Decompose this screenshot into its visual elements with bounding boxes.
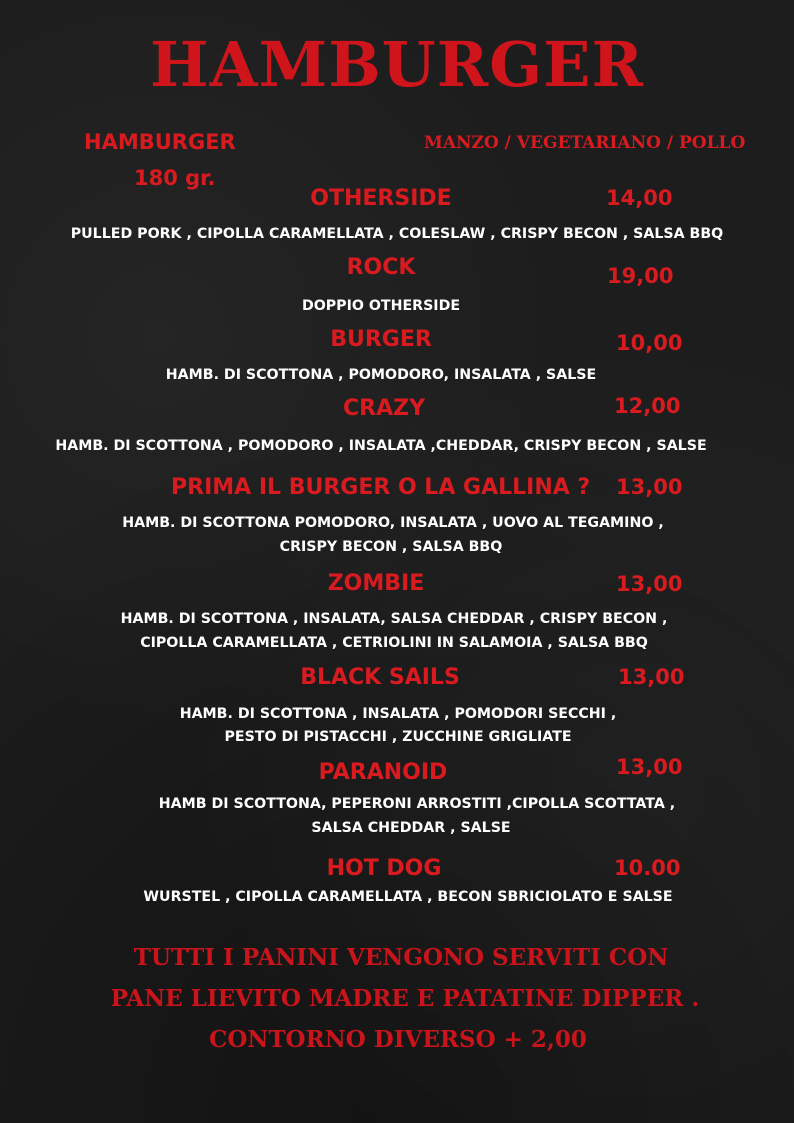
item-description-paranoid-line2: SALSA CHEDDAR , SALSE — [311, 820, 511, 836]
item-price-black-sails: 13,00 — [618, 665, 685, 689]
item-price-otherside: 14,00 — [606, 186, 673, 210]
item-description-prima-il-burger-line2: CRISPY BECON , SALSA BBQ — [279, 539, 503, 555]
item-name-black-sails: BLACK SAILS — [300, 665, 460, 690]
item-description-zombie-line1: HAMB. DI SCOTTONA , INSALATA, SALSA CHEDDAR , CRISPY BECON , — [120, 611, 668, 627]
item-price-prima-il-burger: 13,00 — [616, 475, 683, 499]
item-name-hot-dog: HOT DOG — [326, 856, 442, 881]
item-price-hot-dog: 10.00 — [614, 856, 681, 880]
item-price-zombie: 13,00 — [616, 572, 683, 596]
footer-line-3: CONTORNO DIVERSO + 2,00 — [209, 1026, 587, 1053]
item-name-rock: ROCK — [346, 255, 416, 280]
section-label: HAMBURGER — [84, 130, 236, 154]
item-description-rock: DOPPIO OTHERSIDE — [301, 298, 461, 314]
item-price-paranoid: 13,00 — [616, 755, 683, 779]
item-name-burger: BURGER — [330, 327, 432, 352]
item-description-black-sails-line2: PESTO DI PISTACCHI , ZUCCHINE GRIGLIATE — [224, 729, 572, 745]
item-description-crazy: HAMB. DI SCOTTONA , POMODORO , INSALATA ,CHEDDAR, CRISPY BECON , SALSE — [55, 438, 707, 454]
item-price-burger: 10,00 — [616, 331, 683, 355]
item-description-black-sails-line1: HAMB. DI SCOTTONA , INSALATA , POMODORI SECCHI , — [179, 706, 617, 722]
page-title: HAMBURGER — [149, 28, 645, 101]
item-price-rock: 19,00 — [607, 264, 674, 288]
item-name-zombie: ZOMBIE — [327, 571, 425, 596]
item-description-otherside: PULLED PORK , CIPOLLA CARAMELLATA , COLESLAW , CRISPY BECON , SALSA BBQ — [70, 226, 724, 242]
footer-line-2: PANE LIEVITO MADRE E PATATINE DIPPER . — [110, 985, 700, 1012]
item-name-otherside: OTHERSIDE — [310, 186, 452, 211]
item-name-crazy: CRAZY — [343, 396, 425, 421]
item-description-zombie-line2: CIPOLLA CARAMELLATA , CETRIOLINI IN SALAMOIA , SALSA BBQ — [140, 635, 648, 651]
item-description-hot-dog: WURSTEL , CIPOLLA CARAMELLATA , BECON SBRICIOLATO E SALSE — [143, 889, 673, 905]
item-name-prima-il-burger: PRIMA IL BURGER O LA GALLINA ? — [171, 475, 591, 500]
item-description-burger: HAMB. DI SCOTTONA , POMODORO, INSALATA , SALSE — [165, 367, 597, 383]
item-description-paranoid-line1: HAMB DI SCOTTONA, PEPERONI ARROSTITI ,CIPOLLA SCOTTATA , — [158, 796, 676, 812]
item-description-prima-il-burger-line1: HAMB. DI SCOTTONA POMODORO, INSALATA , UOVO AL TEGAMINO , — [122, 515, 664, 531]
item-name-paranoid: PARANOID — [318, 760, 448, 785]
item-price-crazy: 12,00 — [614, 394, 681, 418]
weight-label: 180 gr. — [134, 166, 216, 190]
meat-options: MANZO / VEGETARIANO / POLLO — [424, 133, 746, 153]
footer-line-1: TUTTI I PANINI VENGONO SERVITI CON — [133, 944, 669, 971]
